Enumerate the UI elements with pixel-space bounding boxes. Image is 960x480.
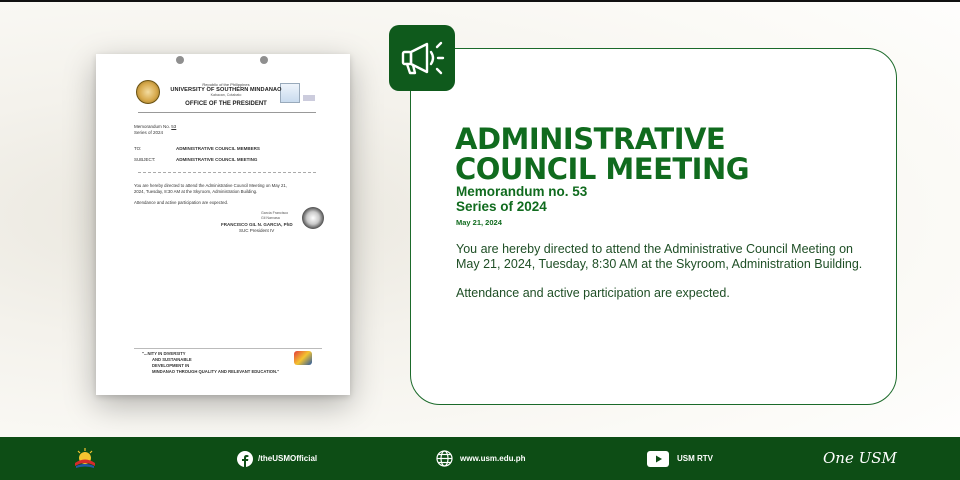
youtube-channel: USM RTV bbox=[677, 454, 713, 463]
announcement-paragraph-2: Attendance and active participation are expected. bbox=[456, 286, 730, 300]
certification-mark bbox=[303, 95, 315, 101]
memo-footer-4: MINDANAO THROUGH QUALITY AND RELEVANT EDUCATION." bbox=[152, 369, 280, 374]
bagong-pilipinas-logo bbox=[73, 446, 97, 470]
website-url: www.usm.edu.ph bbox=[460, 454, 526, 463]
punch-hole bbox=[260, 56, 268, 64]
memo-body-1: You are hereby directed to attend the Administrative Council Meeting on May 21, bbox=[134, 183, 287, 188]
memo-number-label: Memorandum No. bbox=[134, 124, 171, 129]
memo-number-line bbox=[134, 124, 176, 129]
memo-footer-3: DEVELOPMENT IN bbox=[152, 363, 190, 368]
university-seal bbox=[136, 80, 160, 104]
title-line-1: ADMINISTRATIVE bbox=[455, 122, 726, 156]
facebook-handle: /theUSMOfficial bbox=[258, 454, 318, 463]
memo-university: UNIVERSITY OF SOUTHERN MINDANAO bbox=[170, 87, 282, 93]
divider bbox=[134, 348, 322, 349]
one-usm-tagline: One USM bbox=[823, 449, 897, 467]
memo-republic: Republic of the Philippines bbox=[202, 82, 250, 87]
memo-subject-label: SUBJECT: bbox=[134, 157, 156, 162]
memo-signatory-name: FRANCISCO GIL N. GARCIA, PhD bbox=[221, 222, 293, 227]
divider bbox=[138, 112, 316, 113]
title-line-2: COUNCIL MEETING bbox=[455, 152, 750, 186]
youtube-icon bbox=[647, 451, 669, 467]
memo-signature-script-2: Gil Narvasa bbox=[261, 216, 280, 220]
facebook-icon bbox=[237, 451, 253, 467]
memo-number-value: 53 bbox=[171, 124, 177, 129]
youtube-link[interactable] bbox=[647, 437, 713, 480]
memorandum-number: Memorandum no. 53 bbox=[456, 184, 588, 199]
memo-footer-1: "...NITY IN DIVERSITY bbox=[142, 351, 186, 356]
facebook-link[interactable] bbox=[237, 437, 317, 480]
memo-to-label: TO: bbox=[134, 146, 142, 151]
memo-footer-2: AND SUSTAINABLE bbox=[152, 357, 192, 362]
divider bbox=[138, 172, 316, 173]
announcement-date: May 21, 2024 bbox=[456, 218, 502, 227]
memo-document bbox=[96, 54, 350, 395]
announcement-title bbox=[455, 124, 885, 184]
memo-to-value: ADMINISTRATIVE COUNCIL MEMBERS bbox=[176, 146, 260, 151]
memorandum-series: Series of 2024 bbox=[456, 199, 547, 214]
top-border bbox=[0, 0, 960, 2]
memo-office: OFFICE OF THE PRESIDENT bbox=[185, 101, 267, 107]
punch-hole bbox=[176, 56, 184, 64]
memo-signatory-title: SUC President IV bbox=[239, 228, 275, 233]
website-link[interactable] bbox=[436, 437, 525, 480]
memo-subject-value: ADMINISTRATIVE COUNCIL MEETING bbox=[176, 157, 258, 162]
memo-signature-script-1: Garcia Francisco bbox=[261, 211, 289, 215]
globe-icon bbox=[436, 450, 453, 467]
memo-letterhead bbox=[166, 82, 286, 97]
bagong-pilipinas-logo bbox=[294, 351, 312, 365]
president-seal bbox=[302, 207, 324, 229]
announcement-paragraph-1: You are hereby directed to attend the Administrative Council Meeting on May 21, 2024, Tuesday, 8:30 AM at the Skyroom, Administration Building. bbox=[456, 242, 863, 271]
memo-series: Series of 2024 bbox=[134, 130, 164, 135]
megaphone-icon bbox=[397, 38, 447, 78]
memo-location: Kabacan, Cotabato bbox=[210, 93, 242, 97]
memo-body-3: Attendance and active participation are expected. bbox=[134, 200, 229, 205]
memo-body-2: 2024, Tuesday, 8:30 AM at the Skyroom, Administration Building. bbox=[134, 189, 258, 194]
announcement-badge bbox=[389, 25, 455, 91]
